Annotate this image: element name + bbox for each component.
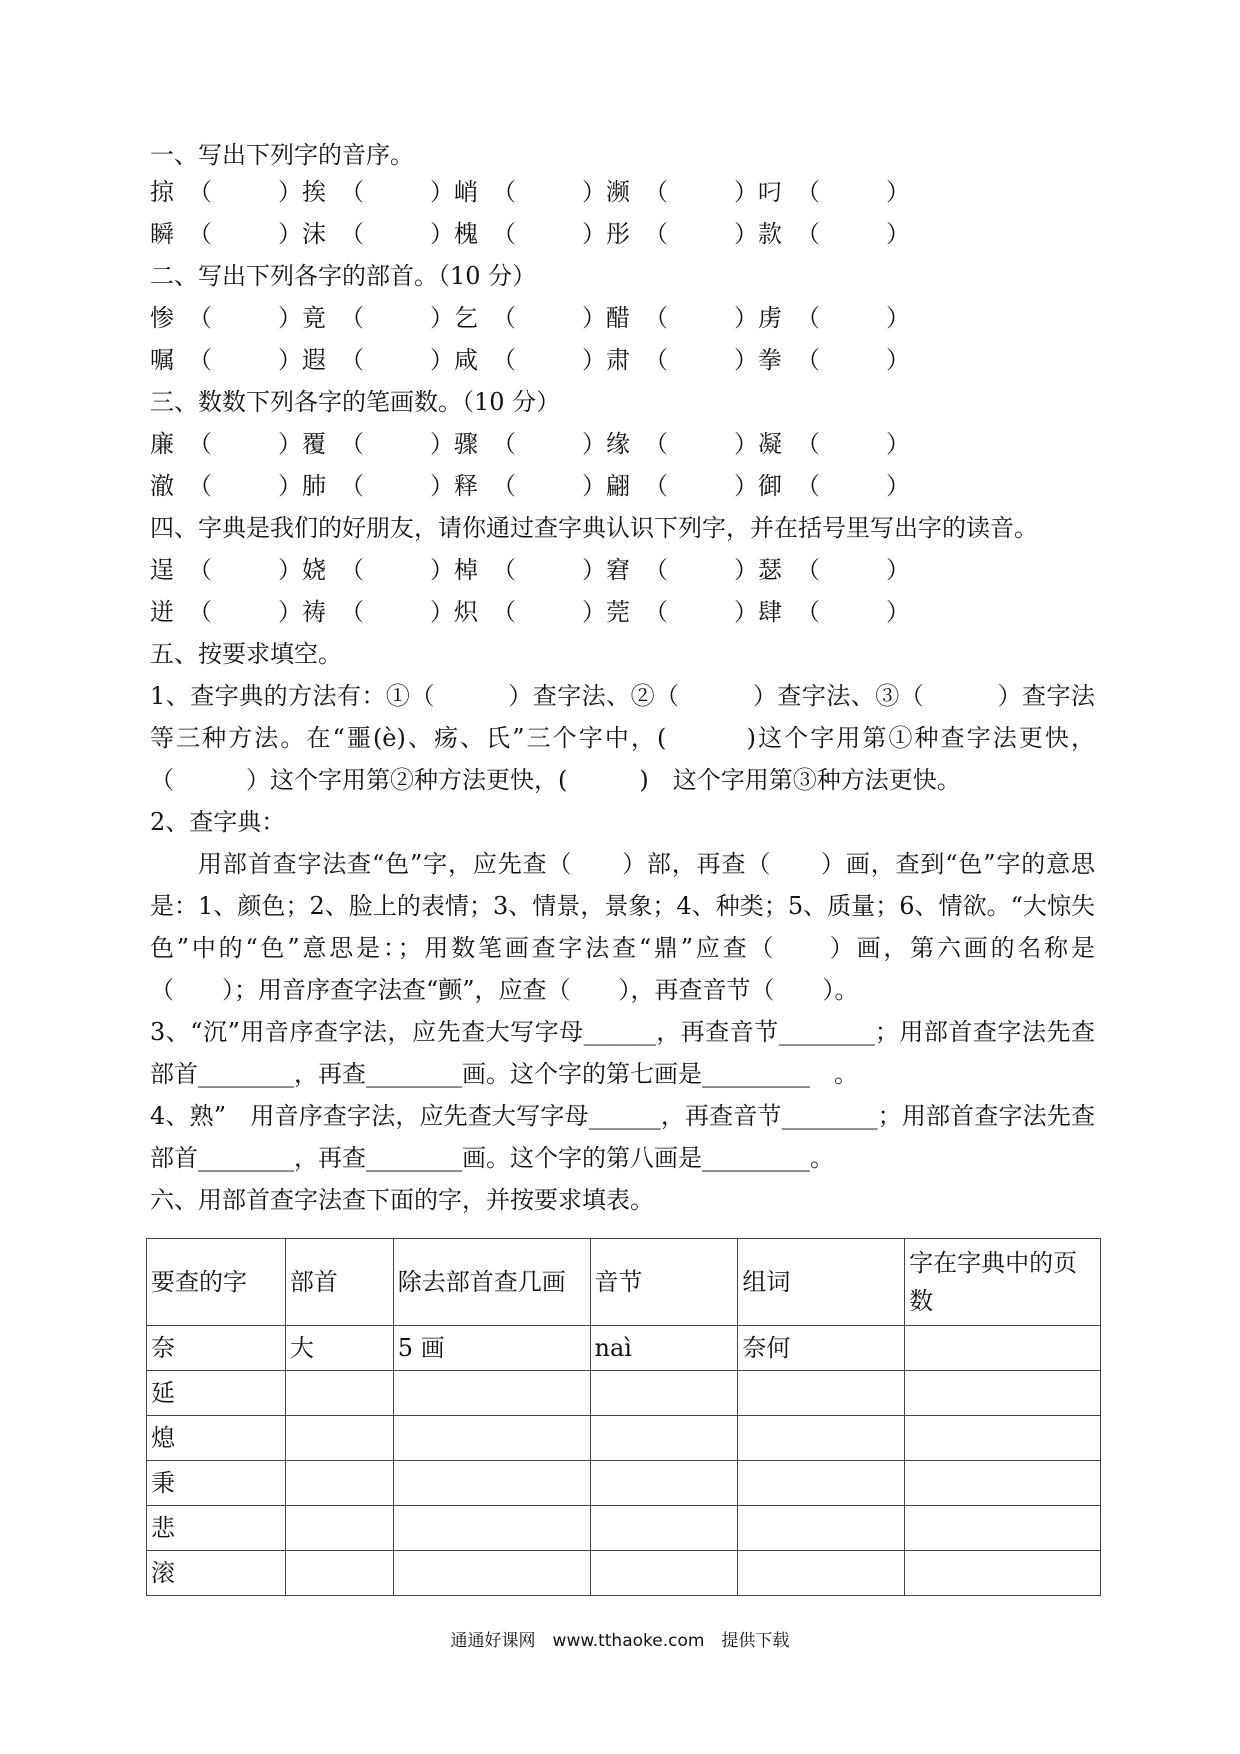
- example-word: 奈何: [738, 1326, 905, 1371]
- question-item: [454, 213, 606, 255]
- answer-blank[interactable]: （ ）: [492, 220, 606, 248]
- answer-blank[interactable]: （ ）: [340, 220, 454, 248]
- question-char: 廉: [150, 430, 174, 458]
- section-6-title: 六、用部首查字法查下面的字，并按要求填表。: [150, 1186, 654, 1214]
- section-3-title: 三、数数下列各字的笔画数。（10 分）: [150, 388, 561, 416]
- answer-blank[interactable]: （ ）: [644, 556, 758, 584]
- question-item: [150, 171, 302, 213]
- header-page: 字在字典中的页数: [905, 1239, 1101, 1326]
- question-item: [606, 423, 758, 465]
- question-item: [454, 171, 606, 213]
- question-item: [150, 213, 302, 255]
- answer-cell[interactable]: [738, 1371, 905, 1416]
- lookup-table: [146, 1238, 1101, 1596]
- question-char: 拳: [758, 346, 782, 374]
- answer-blank[interactable]: （ ）: [492, 430, 606, 458]
- answer-blank[interactable]: （ ）: [796, 472, 910, 500]
- question-item: [454, 339, 606, 381]
- header-word: 组词: [738, 1239, 905, 1326]
- row-char: 延: [147, 1371, 286, 1416]
- answer-cell[interactable]: [285, 1371, 393, 1416]
- answer-blank[interactable]: （ ）: [340, 430, 454, 458]
- answer-cell[interactable]: [738, 1551, 905, 1596]
- row-char: 秉: [147, 1461, 286, 1506]
- question-item: [150, 339, 302, 381]
- question-item: [302, 213, 454, 255]
- question-char: 款: [758, 220, 782, 248]
- question-char: 释: [454, 472, 478, 500]
- answer-cell[interactable]: [590, 1461, 738, 1506]
- row-char: 熄: [147, 1416, 286, 1461]
- table-header-row: [147, 1239, 1101, 1326]
- answer-cell[interactable]: [285, 1461, 393, 1506]
- table-row: [147, 1551, 1101, 1596]
- question-char: 莞: [606, 598, 630, 626]
- question-item: [302, 591, 454, 633]
- question-item: [150, 423, 302, 465]
- question-item: [606, 591, 758, 633]
- question-char: 肆: [758, 598, 782, 626]
- section-5-question-2-title: 2、查字典：: [150, 808, 286, 836]
- answer-blank[interactable]: （ ）: [796, 430, 910, 458]
- section-5-question-3: 3、“沉”用音序查字法，应先查大写字母______，再查音节________；用部首查字法先查部首________，再查________画。这个字的第七画是_________ 。: [150, 1018, 1095, 1088]
- question-char: 沫: [302, 220, 326, 248]
- answer-cell[interactable]: [590, 1551, 738, 1596]
- answer-blank[interactable]: （ ）: [796, 178, 910, 206]
- question-item: [606, 465, 758, 507]
- answer-blank[interactable]: （ ）: [796, 598, 910, 626]
- answer-cell[interactable]: [393, 1371, 590, 1416]
- question-char: 翩: [606, 472, 630, 500]
- answer-blank[interactable]: （ ）: [644, 430, 758, 458]
- answer-blank[interactable]: （ ）: [796, 304, 910, 332]
- question-char: 乞: [454, 304, 478, 332]
- question-char: 咸: [454, 346, 478, 374]
- question-char: 峭: [454, 178, 478, 206]
- question-char: 炽: [454, 598, 478, 626]
- question-char: 槐: [454, 220, 478, 248]
- question-char: 竟: [302, 304, 326, 332]
- question-char: 濒: [606, 178, 630, 206]
- answer-cell[interactable]: [393, 1551, 590, 1596]
- answer-blank[interactable]: （ ）: [340, 178, 454, 206]
- answer-blank[interactable]: （ ）: [492, 472, 606, 500]
- section-1-title: 一、写出下列字的音序。: [150, 141, 414, 169]
- answer-blank[interactable]: （ ）: [644, 472, 758, 500]
- answer-cell[interactable]: [590, 1506, 738, 1551]
- row-char: 滚: [147, 1551, 286, 1596]
- question-item: [606, 171, 758, 213]
- question-char: 棹: [454, 556, 478, 584]
- header-strokes: 除去部首查几画: [393, 1239, 590, 1326]
- section-3-row-1: [150, 423, 1100, 465]
- answer-cell[interactable]: [905, 1551, 1101, 1596]
- question-item: [758, 549, 910, 591]
- answer-cell[interactable]: [905, 1416, 1101, 1461]
- answer-blank[interactable]: （ ）: [644, 178, 758, 206]
- section-4-row-2: [150, 591, 1100, 633]
- answer-cell[interactable]: [738, 1416, 905, 1461]
- question-item: [758, 423, 910, 465]
- question-char: 肃: [606, 346, 630, 374]
- answer-blank[interactable]: （ ）: [188, 346, 302, 374]
- question-item: [606, 297, 758, 339]
- answer-cell[interactable]: [285, 1416, 393, 1461]
- table-row: [147, 1461, 1101, 1506]
- answer-blank[interactable]: （ ）: [340, 346, 454, 374]
- section-2-title: 二、写出下列各字的部首。（10 分）: [150, 262, 537, 290]
- question-char: 骤: [454, 430, 478, 458]
- answer-cell[interactable]: [285, 1551, 393, 1596]
- section-1-row-1: [150, 171, 1100, 213]
- answer-blank[interactable]: （ ）: [188, 220, 302, 248]
- question-item: [606, 213, 758, 255]
- answer-blank[interactable]: （ ）: [492, 598, 606, 626]
- question-char: 澈: [150, 472, 174, 500]
- section-3-row-2: [150, 465, 1100, 507]
- answer-blank[interactable]: （ ）: [492, 178, 606, 206]
- answer-cell[interactable]: [393, 1416, 590, 1461]
- answer-blank[interactable]: （ ）: [492, 556, 606, 584]
- question-char: 惨: [150, 304, 174, 332]
- question-char: 缘: [606, 430, 630, 458]
- row-char: 悲: [147, 1506, 286, 1551]
- question-item: [454, 423, 606, 465]
- question-char: 醋: [606, 304, 630, 332]
- question-item: [758, 339, 910, 381]
- question-char: 娆: [302, 556, 326, 584]
- question-char: 逞: [150, 556, 174, 584]
- table-row: [147, 1416, 1101, 1461]
- header-char: 要查的字: [147, 1239, 286, 1326]
- question-item: [150, 297, 302, 339]
- answer-blank[interactable]: （ ）: [188, 472, 302, 500]
- question-item: [150, 591, 302, 633]
- example-radical: 大: [285, 1326, 393, 1371]
- question-item: [758, 171, 910, 213]
- answer-cell[interactable]: [590, 1371, 738, 1416]
- section-2-row-1: [150, 297, 1100, 339]
- question-char: 瑟: [758, 556, 782, 584]
- answer-cell[interactable]: [905, 1461, 1101, 1506]
- section-2-row-2: [150, 339, 1100, 381]
- question-item: [606, 549, 758, 591]
- table-row-example: [147, 1326, 1101, 1371]
- question-item: [758, 591, 910, 633]
- answer-blank[interactable]: （ ）: [796, 220, 910, 248]
- example-strokes: 5 画: [393, 1326, 590, 1371]
- question-item: [758, 465, 910, 507]
- answer-cell[interactable]: [285, 1506, 393, 1551]
- answer-cell[interactable]: [905, 1506, 1101, 1551]
- answer-blank[interactable]: （ ）: [340, 598, 454, 626]
- table-row: [147, 1371, 1101, 1416]
- question-item: [150, 549, 302, 591]
- question-item: [150, 465, 302, 507]
- question-char: 掠: [150, 178, 174, 206]
- answer-cell[interactable]: [393, 1506, 590, 1551]
- answer-blank[interactable]: （ ）: [340, 556, 454, 584]
- answer-blank[interactable]: （ ）: [644, 220, 758, 248]
- answer-blank[interactable]: （ ）: [340, 304, 454, 332]
- section-4-row-1: [150, 549, 1100, 591]
- question-item: [454, 465, 606, 507]
- question-char: 嘱: [150, 346, 174, 374]
- answer-blank[interactable]: （ ）: [188, 430, 302, 458]
- question-item: [302, 423, 454, 465]
- question-char: 覆: [302, 430, 326, 458]
- question-item: [454, 549, 606, 591]
- answer-blank[interactable]: （ ）: [644, 346, 758, 374]
- question-item: [758, 213, 910, 255]
- question-char: 瞬: [150, 220, 174, 248]
- section-4-title: 四、字典是我们的好朋友，请你通过查字典认识下列字，并在括号里写出字的读音。: [150, 514, 1038, 542]
- header-pinyin: 音节: [590, 1239, 738, 1326]
- example-char: 奈: [147, 1326, 286, 1371]
- answer-blank[interactable]: （ ）: [340, 472, 454, 500]
- answer-blank[interactable]: （ ）: [188, 556, 302, 584]
- answer-cell[interactable]: [738, 1461, 905, 1506]
- question-char: 彤: [606, 220, 630, 248]
- answer-blank[interactable]: （ ）: [492, 304, 606, 332]
- table-row: [147, 1506, 1101, 1551]
- answer-blank[interactable]: （ ）: [188, 178, 302, 206]
- question-char: 御: [758, 472, 782, 500]
- answer-cell[interactable]: [590, 1416, 738, 1461]
- question-char: 叼: [758, 178, 782, 206]
- question-item: [302, 171, 454, 213]
- question-char: 凝: [758, 430, 782, 458]
- question-char: 挨: [302, 178, 326, 206]
- question-item: [302, 339, 454, 381]
- answer-blank[interactable]: （ ）: [796, 556, 910, 584]
- question-char: 虏: [758, 304, 782, 332]
- question-item: [606, 339, 758, 381]
- section-1-row-2: [150, 213, 1100, 255]
- question-char: 肺: [302, 472, 326, 500]
- example-pinyin: naì: [590, 1326, 738, 1371]
- question-item: [302, 297, 454, 339]
- answer-blank[interactable]: （ ）: [796, 346, 910, 374]
- answer-blank[interactable]: （ ）: [188, 304, 302, 332]
- question-item: [454, 297, 606, 339]
- answer-cell[interactable]: [393, 1461, 590, 1506]
- answer-blank[interactable]: （ ）: [644, 598, 758, 626]
- page-footer: 通通好课网 www.tthaoke.com 提供下载: [450, 1631, 790, 1651]
- question-char: 遐: [302, 346, 326, 374]
- header-radical: 部首: [285, 1239, 393, 1326]
- answer-cell[interactable]: [738, 1506, 905, 1551]
- section-5-title: 五、按要求填空。: [150, 640, 342, 668]
- answer-blank[interactable]: （ ）: [188, 598, 302, 626]
- answer-blank[interactable]: （ ）: [644, 304, 758, 332]
- question-char: 窘: [606, 556, 630, 584]
- section-5-question-2-body: 用部首查字法查“色”字，应先查（ ）部，再查（ ）画，查到“色”字的意思是：1、颜色；2、脸上的表情；3、情景，景象；4、种类；5、质量；6、情欲。“大惊失色”中的“色”意思是：；用数笔画查字法查“鼎”应查（ ）画，第六画的名称是（ ）；用音序查字法查“颤”，应查（ ），再查音节（ ）。: [150, 850, 1095, 1004]
- question-item: [454, 591, 606, 633]
- question-item: [302, 549, 454, 591]
- answer-cell[interactable]: [905, 1371, 1101, 1416]
- section-5-question-1: 1、查字典的方法有：①（ ）查字法、②（ ）查字法、③（ ）查字法等三种方法。在“噩(è)、疡、氏”三个字中，( )这个字用第①种查字法更快，（ ）这个字用第②种方法更快，( ) 这个字用第③种方法更快。: [150, 682, 1095, 794]
- question-char: 祷: [302, 598, 326, 626]
- example-page[interactable]: [905, 1326, 1101, 1371]
- question-item: [758, 297, 910, 339]
- answer-blank[interactable]: （ ）: [492, 346, 606, 374]
- question-item: [302, 465, 454, 507]
- question-char: 迸: [150, 598, 174, 626]
- section-5-question-4: 4、熟” 用音序查字法，应先查大写字母______，再查音节________；用部首查字法先查部首________，再查________画。这个字的第八画是_________。: [150, 1102, 1095, 1172]
